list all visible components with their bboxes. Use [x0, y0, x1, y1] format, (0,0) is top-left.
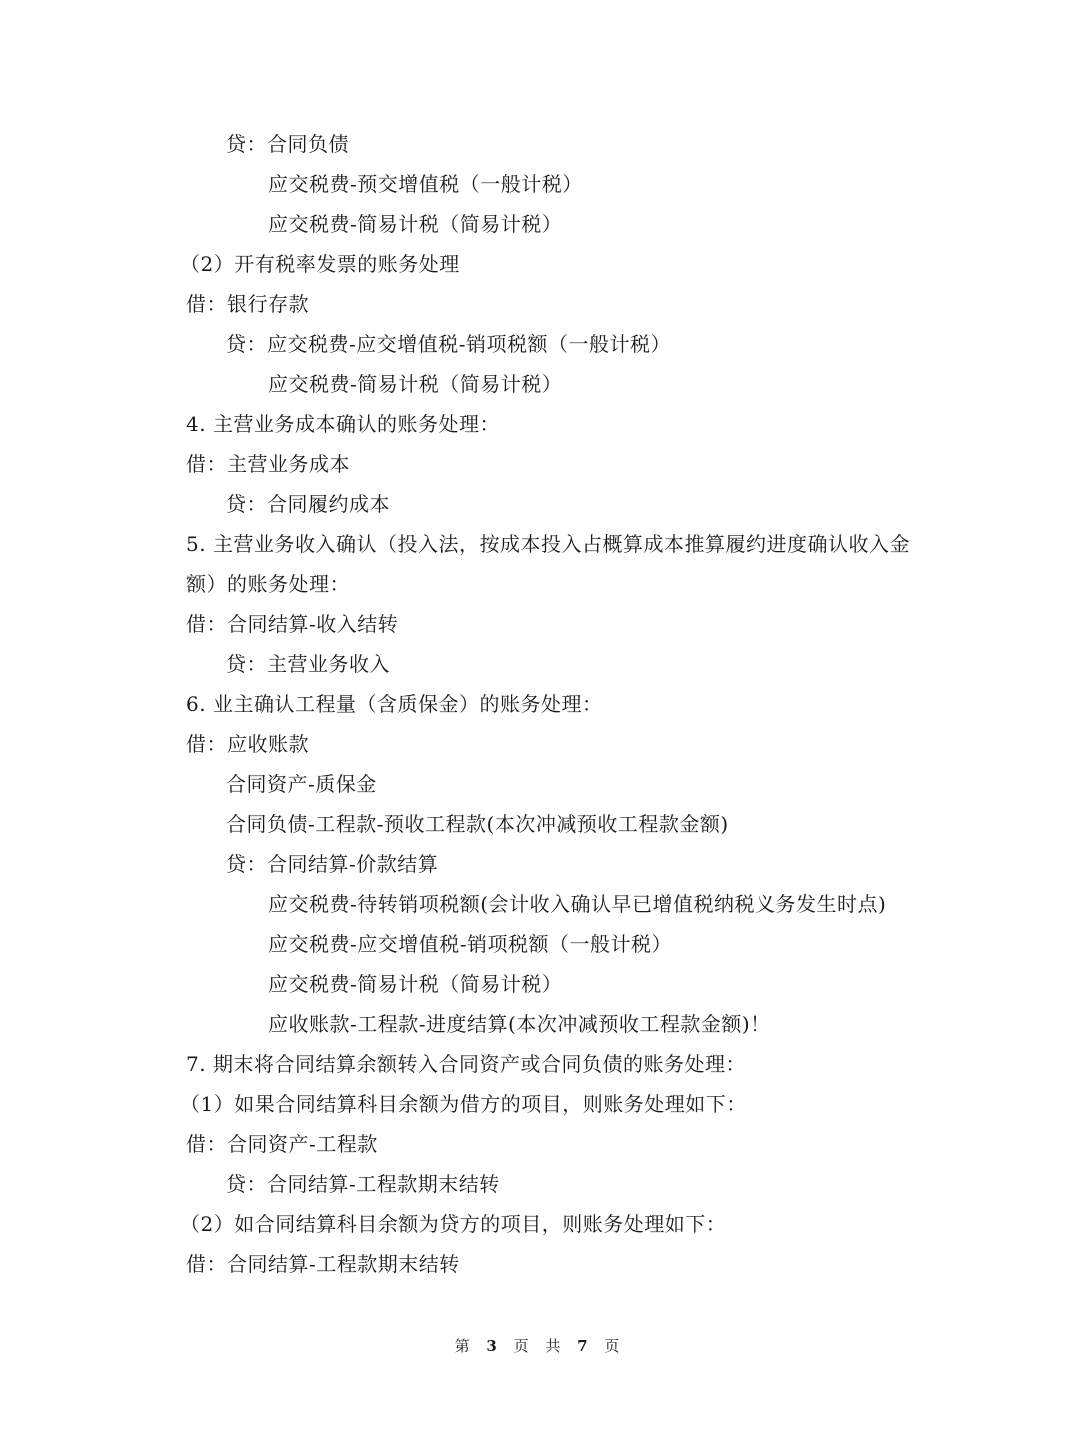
text-line: 借：合同结算-收入结转	[186, 612, 399, 636]
text-line: 贷：应交税费-应交增值税-销项税额（一般计税）	[226, 332, 672, 356]
document-body	[180, 124, 926, 1284]
text-line: 贷：合同结算-工程款期末结转	[226, 1172, 500, 1196]
text-line: （2）如合同结算科目余额为贷方的项目，则账务处理如下：	[180, 1212, 727, 1236]
footer-suffix: 页	[604, 1337, 626, 1355]
text-line: （2）开有税率发票的账务处理	[180, 252, 460, 276]
text-line: （1）如果合同结算科目余额为借方的项目，则账务处理如下：	[180, 1092, 747, 1116]
text-line: 合同资产-质保金	[226, 772, 377, 796]
text-line: 额）的账务处理：	[186, 572, 350, 596]
text-line: 应交税费-待转销项税额(会计收入确认早已增值税纳税义务发生时点)	[268, 892, 887, 916]
text-line: 应交税费-简易计税（简易计税）	[268, 212, 563, 236]
text-line: 贷：合同履约成本	[226, 492, 390, 516]
text-line: 应收账款-工程款-进度结算(本次冲减预收工程款金额)！	[268, 1012, 771, 1036]
text-line: 借：银行存款	[186, 292, 309, 316]
page-footer	[0, 1334, 1080, 1358]
text-line: 应交税费-简易计税（简易计税）	[268, 972, 563, 996]
footer-middle: 页 共	[513, 1337, 567, 1355]
total-page-number: 7	[577, 1337, 594, 1355]
text-line: 5. 主营业务收入确认（投入法，按成本投入占概算成本推算履约进度确认收入金	[186, 532, 910, 556]
text-line: 贷：主营业务收入	[226, 652, 390, 676]
footer-prefix: 第	[454, 1337, 476, 1355]
text-line: 应交税费-应交增值税-销项税额（一般计税）	[268, 932, 673, 956]
text-line: 借：应收账款	[186, 732, 309, 756]
text-line: 贷：合同结算-价款结算	[226, 852, 439, 876]
text-line: 借：合同资产-工程款	[186, 1132, 378, 1156]
text-line: 贷：合同负债	[226, 132, 349, 156]
text-line: 7. 期末将合同结算余额转入合同资产或合同负债的账务处理：	[186, 1052, 746, 1076]
text-line: 合同负债-工程款-预收工程款(本次冲减预收工程款金额)	[226, 812, 729, 836]
current-page-number: 3	[486, 1337, 503, 1355]
text-line: 应交税费-预交增值税（一般计税）	[268, 172, 583, 196]
text-line: 借：主营业务成本	[186, 452, 350, 476]
text-line: 借：合同结算-工程款期末结转	[186, 1252, 460, 1276]
text-line: 6. 业主确认工程量（含质保金）的账务处理：	[186, 692, 603, 716]
text-line: 4. 主营业务成本确认的账务处理：	[186, 412, 500, 436]
text-line: 应交税费-简易计税（简易计税）	[268, 372, 563, 396]
